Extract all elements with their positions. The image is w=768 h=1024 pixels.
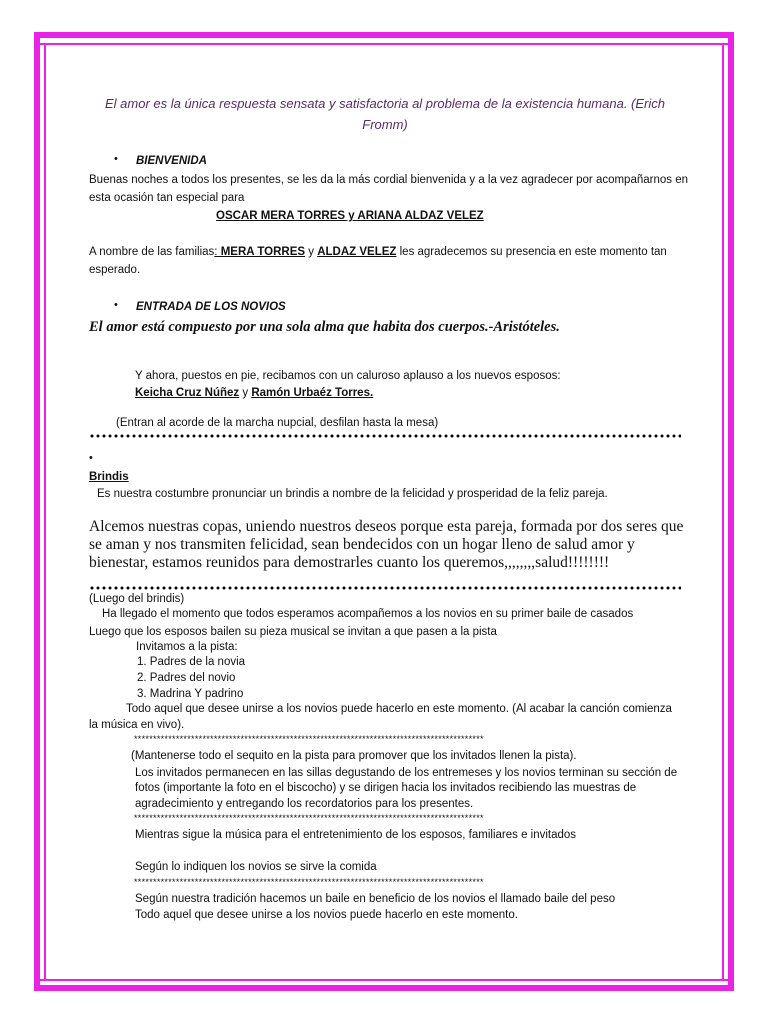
bullet-icon: • [114, 153, 118, 165]
asterisk-divider: ******************************************************************************************** [134, 877, 484, 887]
mantenerse-note: (Mantenerse todo el sequito en la pista para promover que los invitados llenen la pista). [131, 750, 577, 762]
bienvenida-line-2: esta ocasión tan especial para [89, 192, 245, 204]
families-and: y [305, 246, 318, 258]
section-heading-bienvenida: BIENVENIDA [136, 155, 207, 167]
frame-border-left-inner [44, 43, 46, 981]
invite-list-item: 1. Padres de la novia [137, 656, 246, 668]
spouse-and: y [239, 387, 252, 399]
bullet-icon: • [89, 452, 93, 464]
baile-note: (Luego del brindis) [89, 593, 185, 605]
baile-line-2: Luego que los esposos bailen su pieza musical se invitan a que pasen a la pista [89, 626, 497, 638]
frame-border-right-inner [722, 43, 724, 981]
families-line-2: esperado. [89, 264, 141, 276]
dotted-divider [89, 434, 681, 438]
invite-heading: Invitamos a la pista: [136, 641, 238, 653]
baile-line-1: Ha llegado el momento que todos esperamos acompañemos a los novios en su primer baile de casados [102, 608, 634, 620]
brindis-line-1: Es nuestra costumbre pronunciar un brindis a nombre de la felicidad y prosperidad de la feliz pareja. [97, 488, 608, 500]
asterisk-divider: ******************************************************************************************** [134, 813, 484, 823]
spouse-name-2: Ramón Urbaéz Torres. [251, 387, 374, 399]
families-suffix: les agradecemos su presencia en este momento tan [396, 246, 667, 258]
families-line-1 [89, 244, 667, 260]
toast-line-3: bienestar, estamos reunidos para demostrarles cuanto los queremos,,,,,,,,salud!!!!!!!! [89, 554, 610, 571]
opening-quote: El amor es la única respuesta sensata y satisfactoria al problema de la existencia humana. (Erich Fromm) [104, 96, 665, 132]
invitados-line-1: Los invitados permanecen en las sillas degustando de los entremeses y los novios terminan su sección de [135, 767, 678, 779]
family-name-1: MERA TORRES [217, 246, 306, 258]
spouse-names [135, 385, 373, 401]
frame-border-bottom [34, 985, 734, 991]
baile-line-3: Todo aquel que desee unirse a los novios puede hacerlo en este momento. (Al acabar la canción comienza [126, 703, 672, 715]
couple-names: OSCAR MERA TORRES y ARIANA ALDAZ VELEZ [216, 210, 484, 222]
frame-border-left [34, 32, 40, 991]
invitados-line-3: agradecimiento y entregando los recordatorios para los presentes. [135, 798, 474, 810]
invite-list-item: 2. Padres del novio [137, 672, 236, 684]
tradicion-line-1: Según nuestra tradición hacemos un baile en beneficio de los novios el llamado baile del peso [135, 893, 616, 905]
baile-line-4: la música en vivo). [89, 719, 185, 731]
section-heading-brindis: Brindis [89, 471, 129, 483]
frame-border-top [34, 32, 734, 38]
toast-line-2: se aman y nos transmiten felicidad, sean bendecidos con un hogar lleno de salud amor y [89, 536, 635, 553]
comida-line: Según lo indiquen los novios se sirve la comida [135, 861, 377, 873]
invitados-line-2: fotos (importante la foto en el biscocho) y se dirigen hacia los invitados recibiendo las muestras de [135, 782, 637, 794]
frame-border-bottom-inner [40, 979, 728, 981]
spouse-name-1: Keicha Cruz Núñez [135, 387, 240, 399]
aristoteles-quote: El amor está compuesto por una sola alma que habita dos cuerpos.-Aristóteles. [89, 319, 560, 335]
family-name-2: ALDAZ VELEZ [317, 246, 397, 258]
bienvenida-line-1: Buenas noches a todos los presentes, se les da la más cordial bienvenida y a la vez agradecer por acompañarnos en [89, 174, 688, 186]
asterisk-divider: ******************************************************************************************** [134, 734, 484, 744]
dotted-divider [89, 586, 681, 590]
entrada-line-1: Y ahora, puestos en pie, recibamos con un caluroso aplauso a los nuevos esposos: [135, 370, 561, 382]
frame-border-top-inner [40, 43, 728, 45]
section-heading-entrada: ENTRADA DE LOS NOVIOS [136, 301, 286, 313]
families-prefix: A nombre de las familias [89, 246, 215, 258]
entrada-note: (Entran al acorde de la marcha nupcial, desfilan hasta la mesa) [116, 417, 439, 429]
toast-line-1: Alcemos nuestras copas, uniendo nuestros deseos porque esta pareja, formada por dos seres que [89, 518, 684, 535]
invite-list-item: 3. Madrina Y padrino [137, 688, 244, 700]
families-colon: : [214, 246, 218, 258]
bullet-icon: • [114, 299, 118, 311]
frame-border-right [728, 32, 734, 991]
musica-line: Mientras sigue la música para el entretenimiento de los esposos, familiares e invitados [135, 829, 577, 841]
tradicion-line-2: Todo aquel que desee unirse a los novios puede hacerlo en este momento. [135, 909, 518, 921]
